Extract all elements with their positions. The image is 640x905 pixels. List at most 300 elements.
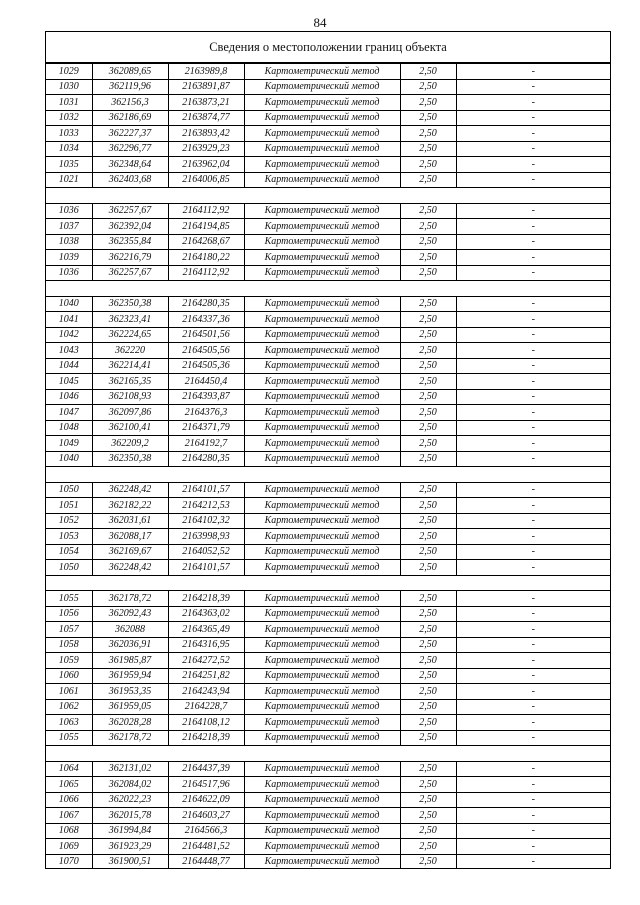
table-cell: - xyxy=(456,482,610,498)
table-cell: - xyxy=(456,777,610,793)
table-cell: Картометрический метод xyxy=(244,854,400,869)
table-row xyxy=(46,126,610,142)
table-cell: 2,50 xyxy=(400,560,456,576)
table-cell: Картометрический метод xyxy=(244,637,400,653)
table-cell: 2,50 xyxy=(400,482,456,498)
table-cell: - xyxy=(456,219,610,235)
table-cell: 1055 xyxy=(46,591,92,607)
table-cell: 362169,67 xyxy=(92,544,168,560)
table-cell: 361900,51 xyxy=(92,854,168,869)
table-cell: 2,50 xyxy=(400,637,456,653)
table-cell: 362227,37 xyxy=(92,126,168,142)
table-cell: 1048 xyxy=(46,420,92,436)
table-cell: - xyxy=(456,296,610,312)
table-cell: 1063 xyxy=(46,715,92,731)
table-cell: - xyxy=(456,436,610,452)
table-row xyxy=(46,141,610,157)
table-cell: 2,50 xyxy=(400,343,456,359)
table-row xyxy=(46,777,610,793)
table-cell: 2164450,4 xyxy=(168,374,244,390)
table-cell: - xyxy=(456,839,610,855)
table-cell: 1066 xyxy=(46,792,92,808)
table-cell: 361994,84 xyxy=(92,823,168,839)
table-cell: - xyxy=(456,126,610,142)
table-cell: 362216,79 xyxy=(92,250,168,266)
table-cell: - xyxy=(456,606,610,622)
table-cell: 1055 xyxy=(46,730,92,746)
table-cell: 2164505,36 xyxy=(168,358,244,374)
table-cell: 2,50 xyxy=(400,420,456,436)
table-row xyxy=(46,79,610,95)
group-separator xyxy=(46,575,610,591)
table-cell: Картометрический метод xyxy=(244,777,400,793)
table-row xyxy=(46,343,610,359)
table-cell: 2164112,92 xyxy=(168,203,244,219)
table-row xyxy=(46,699,610,715)
table-cell: 362257,67 xyxy=(92,203,168,219)
table-cell: - xyxy=(456,792,610,808)
table-cell: 1033 xyxy=(46,126,92,142)
table-cell: 2,50 xyxy=(400,591,456,607)
table-cell: - xyxy=(456,684,610,700)
table-cell: 2163873,21 xyxy=(168,95,244,111)
table-cell: 2164603,27 xyxy=(168,808,244,824)
table-row xyxy=(46,606,610,622)
table-cell: 362036,91 xyxy=(92,637,168,653)
table-cell: 2164108,12 xyxy=(168,715,244,731)
table-row xyxy=(46,95,610,111)
table-cell: 362100,41 xyxy=(92,420,168,436)
table-cell: 1021 xyxy=(46,172,92,188)
table-row xyxy=(46,312,610,328)
table-cell: 2164448,77 xyxy=(168,854,244,869)
table-cell: 2164316,95 xyxy=(168,637,244,653)
table-row xyxy=(46,622,610,638)
table-cell: - xyxy=(456,715,610,731)
group-separator xyxy=(46,188,610,204)
table-cell: 362214,41 xyxy=(92,358,168,374)
table-cell: 362182,22 xyxy=(92,498,168,514)
table-cell: 362392,04 xyxy=(92,219,168,235)
table-cell: 362108,93 xyxy=(92,389,168,405)
table-row xyxy=(46,172,610,188)
table-cell: 2163891,87 xyxy=(168,79,244,95)
table-cell: 2,50 xyxy=(400,498,456,514)
table-row xyxy=(46,808,610,824)
table-cell: 362296,77 xyxy=(92,141,168,157)
table-cell: 2,50 xyxy=(400,312,456,328)
table-cell: 2,50 xyxy=(400,405,456,421)
table-cell: 2164280,35 xyxy=(168,296,244,312)
table-cell: 1069 xyxy=(46,839,92,855)
table-cell: 2164501,56 xyxy=(168,327,244,343)
table-cell: Картометрический метод xyxy=(244,79,400,95)
table-cell: 2164228,7 xyxy=(168,699,244,715)
table-cell: - xyxy=(456,653,610,669)
table-row xyxy=(46,684,610,700)
table-cell: 2,50 xyxy=(400,126,456,142)
table-cell: 2164622,09 xyxy=(168,792,244,808)
table-cell: 2163874,77 xyxy=(168,110,244,126)
table-cell: Картометрический метод xyxy=(244,668,400,684)
table-cell: 2164272,52 xyxy=(168,653,244,669)
table-row xyxy=(46,358,610,374)
table-cell: 1036 xyxy=(46,265,92,281)
table-cell: 2,50 xyxy=(400,265,456,281)
table-cell: - xyxy=(456,808,610,824)
table-row xyxy=(46,715,610,731)
table-cell: 1045 xyxy=(46,374,92,390)
table-row xyxy=(46,513,610,529)
table-cell: - xyxy=(456,327,610,343)
table-cell: 2,50 xyxy=(400,296,456,312)
table-cell: 362088,17 xyxy=(92,529,168,545)
table-row xyxy=(46,405,610,421)
table-cell: 361923,29 xyxy=(92,839,168,855)
document-frame xyxy=(45,31,611,869)
table-cell: Картометрический метод xyxy=(244,296,400,312)
table-cell: - xyxy=(456,157,610,173)
table-cell: 2164517,96 xyxy=(168,777,244,793)
table-cell: 362355,84 xyxy=(92,234,168,250)
table-cell: 362257,67 xyxy=(92,265,168,281)
table-cell: 2,50 xyxy=(400,699,456,715)
table-cell: 1030 xyxy=(46,79,92,95)
table-cell: 362178,72 xyxy=(92,591,168,607)
table-cell: Картометрический метод xyxy=(244,482,400,498)
table-cell: 1054 xyxy=(46,544,92,560)
table-cell: Картометрический метод xyxy=(244,591,400,607)
table-cell: 362015,78 xyxy=(92,808,168,824)
table-cell: Картометрический метод xyxy=(244,420,400,436)
table-cell: 2164363,02 xyxy=(168,606,244,622)
table-cell: 1035 xyxy=(46,157,92,173)
table-cell: 362084,02 xyxy=(92,777,168,793)
table-cell: 2,50 xyxy=(400,436,456,452)
table-cell: 2,50 xyxy=(400,544,456,560)
table-cell: 361953,35 xyxy=(92,684,168,700)
table-cell: 2,50 xyxy=(400,792,456,808)
table-cell: 2,50 xyxy=(400,172,456,188)
table-cell: 362248,42 xyxy=(92,482,168,498)
table-row xyxy=(46,157,610,173)
table-cell: 2164218,39 xyxy=(168,591,244,607)
table-cell: 362224,65 xyxy=(92,327,168,343)
table-cell: 2,50 xyxy=(400,95,456,111)
table-cell: Картометрический метод xyxy=(244,110,400,126)
table-cell: - xyxy=(456,358,610,374)
table-cell: 2164481,52 xyxy=(168,839,244,855)
table-cell: 2164212,53 xyxy=(168,498,244,514)
table-cell: 2,50 xyxy=(400,157,456,173)
table-cell: 2,50 xyxy=(400,79,456,95)
table-cell: 362131,02 xyxy=(92,761,168,777)
table-cell: 2164101,57 xyxy=(168,560,244,576)
table-cell: 2164192,7 xyxy=(168,436,244,452)
table-cell: 362220 xyxy=(92,343,168,359)
table-row xyxy=(46,219,610,235)
table-cell: 2164112,92 xyxy=(168,265,244,281)
table-cell: 2,50 xyxy=(400,730,456,746)
table-row xyxy=(46,482,610,498)
table-row xyxy=(46,637,610,653)
table-cell: 2163989,8 xyxy=(168,64,244,80)
table-cell: 2,50 xyxy=(400,451,456,467)
table-row xyxy=(46,544,610,560)
table-cell: 2,50 xyxy=(400,668,456,684)
table-cell: 2,50 xyxy=(400,141,456,157)
table-cell: Картометрический метод xyxy=(244,451,400,467)
table-cell: - xyxy=(456,699,610,715)
table-cell: 2164337,36 xyxy=(168,312,244,328)
table-cell: - xyxy=(456,761,610,777)
table-cell: 2,50 xyxy=(400,110,456,126)
table-cell: Картометрический метод xyxy=(244,343,400,359)
table-cell: 362119,96 xyxy=(92,79,168,95)
table-cell: 361959,05 xyxy=(92,699,168,715)
table-cell: - xyxy=(456,172,610,188)
table-cell: 1062 xyxy=(46,699,92,715)
table-cell: - xyxy=(456,203,610,219)
table-cell: - xyxy=(456,544,610,560)
table-cell: 2164371,79 xyxy=(168,420,244,436)
table-cell: Картометрический метод xyxy=(244,141,400,157)
table-cell: - xyxy=(456,79,610,95)
table-cell: - xyxy=(456,560,610,576)
table-cell: 362022,23 xyxy=(92,792,168,808)
table-cell: 2,50 xyxy=(400,389,456,405)
table-cell: 362097,86 xyxy=(92,405,168,421)
table-cell: 1051 xyxy=(46,498,92,514)
table-cell: 2,50 xyxy=(400,808,456,824)
table-cell: 1039 xyxy=(46,250,92,266)
table-cell: - xyxy=(456,110,610,126)
table-cell: Картометрический метод xyxy=(244,358,400,374)
table-row xyxy=(46,296,610,312)
table-cell: 1034 xyxy=(46,141,92,157)
table-cell: Картометрический метод xyxy=(244,730,400,746)
table-cell: Картометрический метод xyxy=(244,234,400,250)
table-cell: Картометрический метод xyxy=(244,715,400,731)
table-cell: 2164243,94 xyxy=(168,684,244,700)
table-cell: 2163962,04 xyxy=(168,157,244,173)
separator-cell xyxy=(46,188,610,204)
table-cell: 1070 xyxy=(46,854,92,869)
table-row xyxy=(46,451,610,467)
table-row xyxy=(46,265,610,281)
table-cell: 2,50 xyxy=(400,839,456,855)
table-cell: 1046 xyxy=(46,389,92,405)
table-cell: 1050 xyxy=(46,482,92,498)
table-cell: 1038 xyxy=(46,234,92,250)
table-cell: Картометрический метод xyxy=(244,622,400,638)
table-cell: - xyxy=(456,389,610,405)
table-cell: Картометрический метод xyxy=(244,436,400,452)
table-cell: 1047 xyxy=(46,405,92,421)
table-row xyxy=(46,761,610,777)
table-cell: 2,50 xyxy=(400,219,456,235)
table-cell: - xyxy=(456,64,610,80)
table-cell: Картометрический метод xyxy=(244,560,400,576)
table-cell: 2,50 xyxy=(400,358,456,374)
table-cell: 362403,68 xyxy=(92,172,168,188)
table-cell: - xyxy=(456,513,610,529)
table-cell: 362089,65 xyxy=(92,64,168,80)
table-cell: 362186,69 xyxy=(92,110,168,126)
table-cell: 2,50 xyxy=(400,777,456,793)
table-row xyxy=(46,792,610,808)
table-cell: 2164505,56 xyxy=(168,343,244,359)
table-row xyxy=(46,668,610,684)
table-cell: 1040 xyxy=(46,296,92,312)
table-cell: 2,50 xyxy=(400,234,456,250)
table-cell: 1043 xyxy=(46,343,92,359)
table-cell: 361959,94 xyxy=(92,668,168,684)
table-cell: 1042 xyxy=(46,327,92,343)
separator-cell xyxy=(46,746,610,762)
table-row xyxy=(46,839,610,855)
table-cell: 2,50 xyxy=(400,250,456,266)
table-cell: 2164006,85 xyxy=(168,172,244,188)
table-cell: 1037 xyxy=(46,219,92,235)
table-cell: Картометрический метод xyxy=(244,172,400,188)
table-row xyxy=(46,389,610,405)
table-cell: 1052 xyxy=(46,513,92,529)
table-cell: 2,50 xyxy=(400,64,456,80)
table-cell: Картометрический метод xyxy=(244,265,400,281)
table-cell: Картометрический метод xyxy=(244,95,400,111)
table-cell: 362156,3 xyxy=(92,95,168,111)
table-cell: 2164376,3 xyxy=(168,405,244,421)
table-cell: 2164052,52 xyxy=(168,544,244,560)
table-cell: 362092,43 xyxy=(92,606,168,622)
table-cell: 1040 xyxy=(46,451,92,467)
table-cell: 1041 xyxy=(46,312,92,328)
table-cell: 2,50 xyxy=(400,715,456,731)
table-cell: 362088 xyxy=(92,622,168,638)
group-separator xyxy=(46,281,610,297)
table-cell: 1068 xyxy=(46,823,92,839)
table-row xyxy=(46,498,610,514)
table-cell: 362165,35 xyxy=(92,374,168,390)
table-cell: 1058 xyxy=(46,637,92,653)
table-cell: 1032 xyxy=(46,110,92,126)
table-row xyxy=(46,374,610,390)
table-cell: 1036 xyxy=(46,203,92,219)
table-cell: Картометрический метод xyxy=(244,699,400,715)
table-cell: 2,50 xyxy=(400,529,456,545)
table-cell: - xyxy=(456,405,610,421)
table-cell: 1053 xyxy=(46,529,92,545)
table-cell: - xyxy=(456,374,610,390)
table-row xyxy=(46,327,610,343)
table-cell: 2,50 xyxy=(400,823,456,839)
table-cell: 2164437,39 xyxy=(168,761,244,777)
table-cell: 2,50 xyxy=(400,854,456,869)
table-cell: 2164365,49 xyxy=(168,622,244,638)
table-row xyxy=(46,250,610,266)
table-cell: 1057 xyxy=(46,622,92,638)
table-cell: 2164180,22 xyxy=(168,250,244,266)
separator-cell xyxy=(46,281,610,297)
table-cell: - xyxy=(456,250,610,266)
table-cell: 1044 xyxy=(46,358,92,374)
table-cell: 1064 xyxy=(46,761,92,777)
separator-cell xyxy=(46,575,610,591)
table-cell: 2,50 xyxy=(400,327,456,343)
table-cell: 362350,38 xyxy=(92,296,168,312)
table-cell: Картометрический метод xyxy=(244,203,400,219)
table-cell: - xyxy=(456,95,610,111)
table-cell: Картометрический метод xyxy=(244,792,400,808)
table-cell: 362350,38 xyxy=(92,451,168,467)
table-cell: Картометрический метод xyxy=(244,312,400,328)
table-row xyxy=(46,823,610,839)
table-cell: - xyxy=(456,312,610,328)
table-cell: 2,50 xyxy=(400,513,456,529)
table-cell: 2164102,32 xyxy=(168,513,244,529)
table-cell: 2,50 xyxy=(400,684,456,700)
table-cell: 2,50 xyxy=(400,653,456,669)
table-cell: 2164393,87 xyxy=(168,389,244,405)
table-row xyxy=(46,730,610,746)
table-cell: 2,50 xyxy=(400,606,456,622)
table-cell: 1061 xyxy=(46,684,92,700)
table-cell: 2164101,57 xyxy=(168,482,244,498)
table-cell: 2,50 xyxy=(400,622,456,638)
table-cell: 2,50 xyxy=(400,374,456,390)
table-cell: - xyxy=(456,591,610,607)
page-number: 84 xyxy=(313,15,327,30)
table-cell: 2164566,3 xyxy=(168,823,244,839)
table-row xyxy=(46,653,610,669)
table-cell: 2,50 xyxy=(400,203,456,219)
table-cell: 1060 xyxy=(46,668,92,684)
table-cell: - xyxy=(456,451,610,467)
table-cell: 1059 xyxy=(46,653,92,669)
table-cell: 2164218,39 xyxy=(168,730,244,746)
table-cell: Картометрический метод xyxy=(244,653,400,669)
table-cell: Картометрический метод xyxy=(244,405,400,421)
table-cell: Картометрический метод xyxy=(244,126,400,142)
table-cell: - xyxy=(456,265,610,281)
table-cell: - xyxy=(456,343,610,359)
separator-cell xyxy=(46,467,610,483)
table-row xyxy=(46,420,610,436)
table-cell: Картометрический метод xyxy=(244,64,400,80)
table-cell: Картометрический метод xyxy=(244,544,400,560)
table-cell: 1056 xyxy=(46,606,92,622)
table-cell: - xyxy=(456,823,610,839)
table-cell: Картометрический метод xyxy=(244,250,400,266)
table-cell: 2164251,82 xyxy=(168,668,244,684)
table-cell: Картометрический метод xyxy=(244,219,400,235)
table-cell: 362028,28 xyxy=(92,715,168,731)
table-cell: 2164194,85 xyxy=(168,219,244,235)
table-cell: Картометрический метод xyxy=(244,839,400,855)
table-row xyxy=(46,234,610,250)
table-cell: 362178,72 xyxy=(92,730,168,746)
table-row xyxy=(46,64,610,80)
table-row xyxy=(46,854,610,869)
table-row xyxy=(46,529,610,545)
table-cell: Картометрический метод xyxy=(244,374,400,390)
table-row xyxy=(46,110,610,126)
table-cell: Картометрический метод xyxy=(244,529,400,545)
coordinates-table xyxy=(46,63,610,869)
table-row xyxy=(46,591,610,607)
table-cell: 2163998,93 xyxy=(168,529,244,545)
